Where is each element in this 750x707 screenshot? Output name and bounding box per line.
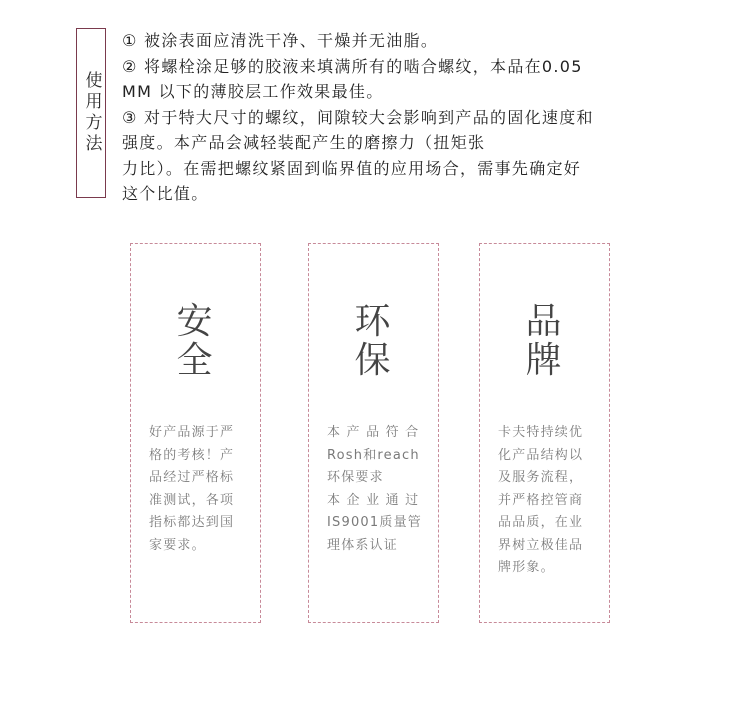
card-desc-line: 环保要求	[327, 470, 384, 485]
card-title-char: 品	[525, 301, 564, 342]
card-desc-line: 理体系认证	[327, 537, 399, 553]
card-desc-line: 牌形象。	[498, 560, 555, 575]
feature-card-brand	[479, 243, 610, 623]
card-description	[498, 422, 593, 580]
card-description	[327, 422, 422, 557]
card-desc-line: 指标都达到国	[149, 515, 235, 530]
card-desc-line: 品品质，在业	[498, 515, 584, 530]
card-title-char: 全	[176, 340, 215, 381]
card-desc-line: 及服务流程，	[498, 470, 584, 485]
instruction-line: ③ 对于特大尺寸的螺纹，间隙较大会影响到产品的固化速度和	[122, 107, 594, 127]
card-desc-line: 准测试，各项	[149, 492, 235, 508]
card-desc-line: 化产品结构以	[498, 447, 584, 463]
card-description	[149, 422, 244, 557]
instruction-line: 力比）。在需把螺纹紧固到临界值的应用场合，需事先确定好	[122, 158, 582, 178]
instruction-line: 这个比值。	[122, 184, 209, 203]
card-desc-line: 界树立极佳品	[498, 537, 584, 553]
card-desc-line: 好产品源于严	[149, 425, 235, 440]
feature-card-safety	[130, 243, 261, 623]
card-title-char: 保	[354, 340, 393, 381]
card-desc-line: Rosh和reach	[327, 447, 420, 463]
usage-label: 使用方法	[81, 71, 102, 155]
usage-label-box	[76, 28, 106, 198]
card-desc-line: 卡夫特持续优	[498, 425, 584, 440]
card-title-char: 环	[354, 301, 393, 342]
instruction-line: ① 被涂表面应清洗干净、干燥并无油脂。	[122, 31, 439, 50]
card-desc-line: 本 企 业 通 过	[327, 492, 420, 508]
card-title	[131, 302, 260, 380]
card-desc-line: IS9001质量管	[327, 515, 422, 530]
instruction-line: MM 以下的薄胶层工作效果最佳。	[122, 82, 384, 101]
card-desc-line: 品经过严格标	[149, 470, 235, 485]
feature-card-eco	[308, 243, 439, 623]
instruction-line: 强度。本产品会减轻装配产生的磨擦力（扭矩张	[122, 133, 486, 152]
card-title	[480, 302, 609, 380]
card-title-char: 安	[176, 301, 215, 342]
card-desc-line: 家要求。	[149, 537, 206, 553]
usage-instructions	[122, 28, 702, 207]
card-desc-line: 格的考核！产	[149, 447, 235, 463]
card-title	[309, 302, 438, 380]
card-desc-line: 并严格控管商	[498, 492, 584, 508]
card-title-char: 牌	[525, 340, 564, 381]
card-desc-line: 本 产 品 符 合	[327, 425, 420, 440]
instruction-line: ② 将螺栓涂足够的胶液来填满所有的啮合螺纹，本品在0.05	[122, 56, 583, 76]
